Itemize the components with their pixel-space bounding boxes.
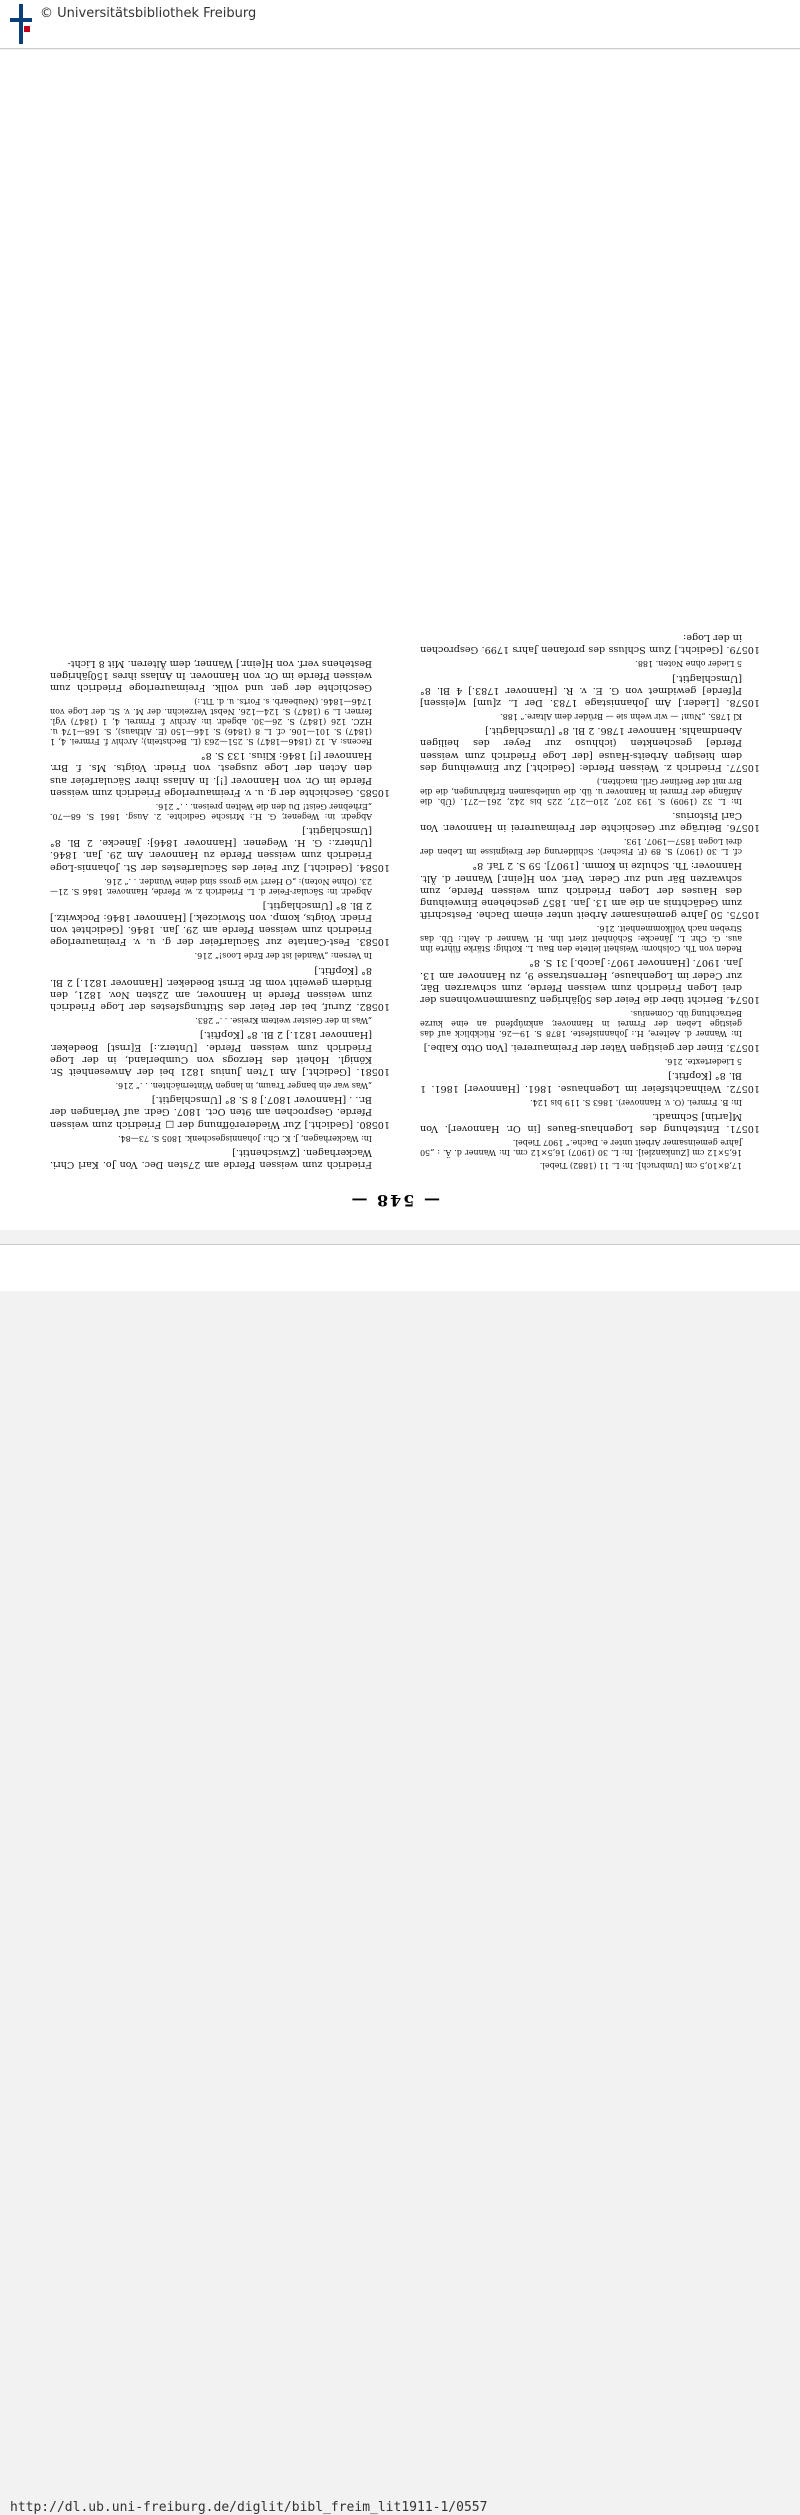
- bibliography-entry: 10575. 50 Jahre gemeinsamer Arbeit unter einem Dache. Festschrift zum Gedächtnis an die am 13. Jan. 1857 geschehene Einweihung des Hauses der Logen Friedrich zum weissen Pferde, zum schwarzen Bär und zur Ceder. Verf. von H[einr.] Wanner d. Ält. Hannover: Th. Schulze in Komm. [1907]. 59 S. 2 Taf. 8°: [420, 860, 760, 921]
- source-url-link[interactable]: http://dl.ub.uni-freiburg.de/diglit/bibl_freim_lit1911-1/0557: [10, 2500, 488, 2515]
- entry-note: In: L. 32 (1909) S. 193 207, 210—217, 225 bis 242, 261—271. (Üb. die Anfänge der Frmrei in Hannover u. üb. die unliebsamen Erfahrungen, die die Brr mit der Berliner Grll. machten.): [420, 776, 742, 806]
- bibliography-entry: 10571. Entstehung des Logenhaus-Baues [in Or. Hannover]. Von M[artin] Schmadt.: [420, 1110, 760, 1134]
- entry-note: Abgedr. in: Wegener, G. H.: Mrische Gedichte. 2. Ausg. 1861 S. 68—70. „Erhebner Geist! Du den die Welten preisen. . .“ 216.: [50, 801, 372, 821]
- entry-note: In Versen: „Wandel ist der Erde Loos!“ 216.: [194, 951, 372, 961]
- entry-note: 16,5×12 cm [Zunkanzlei]. In: L. 30 (1907) 16,5×12 cm. In: Wanner d. Ä. : „50 Jahre gemeinsamer Arbeit unter e. Dache.“ 1907 Tiebel.: [420, 1138, 742, 1157]
- bibliography-entry: 10580. [Gedicht.] Zur Wiedereröffnung der □ Friedrich zum weissen Pferde. Gesprochen am 9ten Oct. 1807. Gedr. auf Verlangen der Br.. . [Hannover 1807.] 8 S. 8° [Umschlagtit.]: [50, 1094, 390, 1130]
- bibliography-entry: 10574. Bericht über die Feier des 50jährigen Zusammenwohnens der drei Logen Friedrich zum weissen Pferde, zum schwarzen Bär, zur Ceder im Logenhause, Herrenstrasse 9, zu Hannover am 13. Jan. 1907. [Hannover 1907: Jacob.] 31 S. 8°: [420, 957, 760, 1005]
- bibliography-entry: 10579. [Gedicht.] Zum Schluss des profanen Jahrs 1799. Gesprochen in der Loge:: [420, 632, 760, 656]
- entry-note: cf. L. 30 (1907) S. 89 (F. Fischer). Schilderung der Ereignisse im Leben der drei Logen 1857—1907. 193.: [420, 837, 742, 857]
- entry-note: In: Wackerhagen, J. K. Ch.: Johannisgeschenk. 1805 S. 73—84.: [118, 1133, 372, 1143]
- bibliography-entry: 10577. Friedrich z. Weissen Pferde: [Gedicht.] Zur Einweihung des dem hiesigen Arbeits-Hause [der Loge Friedrich zum weissen Pferde] geschenkten (ichhuso zur Feyer des heiligen Abendmahls. Hannover 1786. 2 Bl. 8° [Umschlagtit.]: [420, 725, 760, 773]
- bibliography-entry: 10573. Einer der geistigen Väter der Freimaurerei. [Von Otto Kalbe.]: [423, 1042, 760, 1054]
- entry-note: Abgedr. in: Säcular-Feier d. L. Friedrich z. w. Pferde, Hannover. 1846 S. 21—23. (Ohne Noten): „O Herr! wie gross sind deine Wunder. . .“ 216.: [50, 876, 372, 896]
- document-page: [0, 50, 800, 1230]
- entry-note: 5 Lieder ohne Noten. 188.: [635, 659, 742, 669]
- entry-note: „Was war ein banger Traum, in langen Winternächten. . .“ 216.: [115, 1080, 372, 1090]
- entry-note: Recens: A. 12 (1846—1847) S. 251—263 (L. Bechstein); Archiv f. Frmrei. 4, 1 (1847) S. 101—106. cf. L. 8 (1846) S. 146—150 (E. Althaus), S. 168—174 u. HZC. 126 (1847) S. 26—30. abgedr. in: Archiv f. Frmrei. 4, 1 (1847) Vgl. ferner: L. 9 (1847) S. 124—126. Nebst Verzeichn. der M. v. St. der Loge von 1746—1846. (Neubearb. s. Forts. u. d. Tit.:): [50, 696, 372, 746]
- left-column: [420, 628, 760, 1170]
- entry-note: Reden von Th. Colshorn: Weisheit leitete den Bau. L. Kothig: Stärke führte ihn aus. G. Chr. L. Jänecke: Schönheit ziert ihn. H. Wanner d. Aelt.: Üb. das Streben nach Vollkommenheit. 216.: [420, 924, 742, 954]
- bibliography-entry: 10578. [Lieder.] Am Johannistage 1783. Der L. z[um] w[eissen] P[ferde] gewidmet von G. E. v. R. [Hannover 1783.] 4 Bl. 8° [Umschlagtit.]: [420, 672, 760, 708]
- bottom-bar: [0, 1244, 800, 2515]
- entry-note: In: Wanner d. Aeltere, H.: Johannisfeste. 1878 S. 19—26. Rückblick auf das geistige Leben der Frmrei in Hannover, anknüpfend an eine kurze Betrachtung üb. Comenius.: [420, 1008, 742, 1038]
- bibliography-entry: 10572. Weihnachtsfeier im Logenhause. 1861. [Hannover] 1861. 1 Bl. 8° [Kopftit.]: [420, 1070, 760, 1094]
- bibliography-entry: 10583. Fest-Cantate zur Säcularfeier der g. u. v. Freimaurerloge Friedrich zum weissen Pferde am 29. Jan. 1846. [Gedichtet von Friedr. Voigts, komp. von Stowiczek.] [Hannover 1846: Pockwitz.] 2 Bl. 8° [Umschlagtit.]: [50, 899, 390, 948]
- entry-note: Kl 1785. „Nun! — wir wehn sie — Brüder dem Altare.“ 188.: [500, 711, 742, 721]
- entry-note: 17,8×10,5 cm [Umbruch]. In: L. 11 (1882) Tiebel.: [539, 1161, 742, 1170]
- entry-note: 5 Liedertexte. 216.: [664, 1057, 742, 1067]
- bibliography-entry: 10582. Zuruf, bei der Feier des Stiftungsfestes der Loge Friedrich zum weissen Pferde in Hannover, am 22sten Nov. 1821, den Brüdern geweiht vom Br. Ernst Boedeker. [Hannover 1821.] 2 Bl. 8° [Kopftit.]: [50, 964, 390, 1013]
- bibliography-entry: 10576. Beiträge zur Geschichte der Freimaurerei in Hannover. Von Carl Pistorius.: [420, 809, 760, 834]
- brand-text: © Universitätsbibliothek Freiburg: [40, 6, 257, 21]
- bibliography-entry: Friedrich zum weissen Pferde am 27sten Dec. Von Jo. Karl Chri. Wackerhagen. [Zwischentit.]: [50, 1146, 372, 1170]
- bibliography-entry: 10585. Geschichte der g. u. v. Freimaurerloge Friedrich zum weissen Pferde im Or. von Hannover [!]. In Anlass ihrer Säcularfeier aus den Acten der Loge zusgest. von Friedr. Voigts. Ms. f. Brr. Hannover [!] 1846: Klius. 133 S. 8°: [50, 750, 390, 798]
- bibliography-entry: 10584. [Gedicht.] Zur Feier des Säcularfestes der St. Johannis-Loge Friedrich zum weissen Pferde zu Hannover. Am 29. Jan. 1846. [Unterz.: G. H. Wegener. [Hannover 1846]: Jänecke. 2 Bl. 8° [Umschlagtit.]: [50, 824, 390, 873]
- page-number: — 548 —: [349, 1191, 440, 1210]
- bibliography-entry: 10581. [Gedicht.] Am 17ten Junius 1821 bei der Anwesenheit Sr. Königl. Hoheit des Herzogs von Cumberland, in der Loge Friedrich zum weissen Pferde. [Unterz.:] E[rnst] Boedeker. [Hannover 1821.] 2 Bl. 8° [Kopftit.]: [50, 1029, 390, 1077]
- bibliography-entry: Geschichte der ger. und vollk. Freimaurerloge Friedrich zum weissen Pferde im Or. von Hannover. In Anlass ihres 150jährigen Bestehens verf. von H[einr.] Wanner, dem Älteren. Mit 8 Licht-: [50, 657, 372, 693]
- right-column: [50, 653, 390, 1170]
- entry-note: In: B. Frmrei. (O. v. Hannover). 1863 S. 119 bis 124.: [530, 1097, 742, 1107]
- entry-note: „Was in der Geister weitem Kreise. . .“ 283.: [195, 1016, 372, 1026]
